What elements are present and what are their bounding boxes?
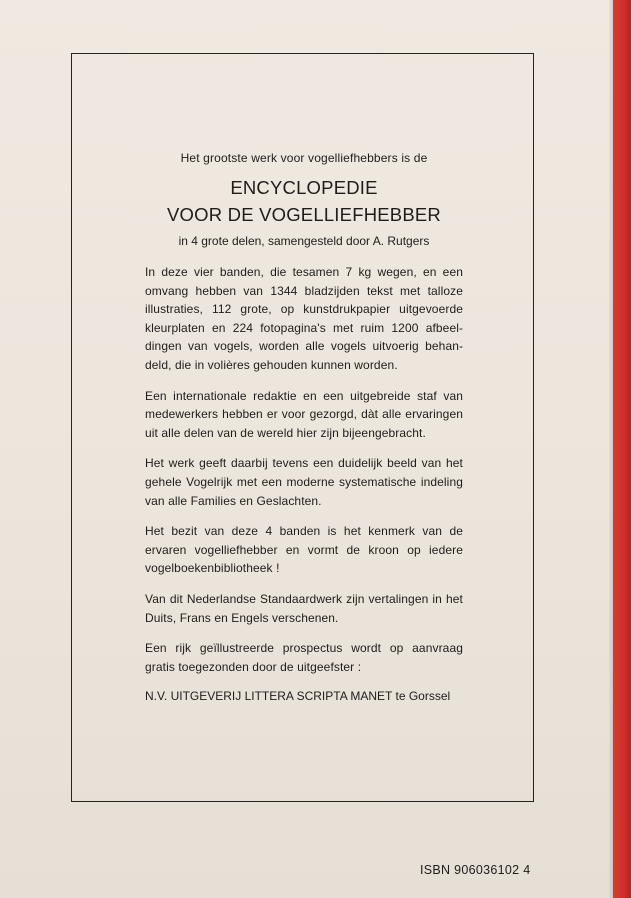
publisher-line: N.V. UITGEVERIJ LITTERA SCRIPTA MANET te Gorssel (145, 689, 451, 704)
paragraph-volumes: In deze vier banden, die tesamen 7 kg wegen, en een omvang hebben van 1344 bladzijden tekst met talloze illustraties, 112 grote, op kunstdrukpapier uitgevoerde kleurplaten en 224 fotopagina's met ruim 1200 afbeeldingen van vogels, worden alle vogels uitvoerig behandeld, die in volières gehouden kunnen worden. (145, 265, 463, 372)
isbn-number: ISBN 906036102 4 (420, 863, 531, 877)
book-title (145, 174, 463, 228)
back-cover-text (145, 150, 463, 704)
title-line-1: ENCYCLOPEDIE (230, 177, 378, 198)
paragraph-translations: Van dit Nederlandse Standaardwerk zijn vertalingen in het Duits, Frans en Engels verschenen. (145, 591, 463, 625)
paragraph-prospectus: Een rijk geïllustreerde prospectus wordt op aanvraag gratis toegezonden door de uitgeefster : (145, 641, 463, 674)
red-spine-edge (613, 0, 631, 898)
subtitle: in 4 grote delen, samengesteld door A. Rutgers (178, 234, 430, 248)
title-line-2: VOOR DE VOGELLIEFHEBBER (167, 204, 441, 225)
paragraph-hallmark: Het bezit van deze 4 banden is het kenmerk van de ervaren vogelliefhebber en vormt de kroon op iedere vogelboekenbibliotheek ! (145, 524, 463, 576)
intro-line: Het grootste werk voor vogelliefhebbers is de (180, 151, 428, 165)
paragraph-systematics: Het werk geeft daarbij tevens een duidelijk beeld van het gehele Vogelrijk met een moderne systematische indeling van alle Families en Geslachten. (145, 456, 463, 508)
paragraph-editors: Een internationale redaktie en een uitgebreide staf van medewerkers hebben er voor gezorgd, dàt alle ervaringen uit alle delen van de wereld hier zijn bijeengebracht. (145, 388, 463, 440)
